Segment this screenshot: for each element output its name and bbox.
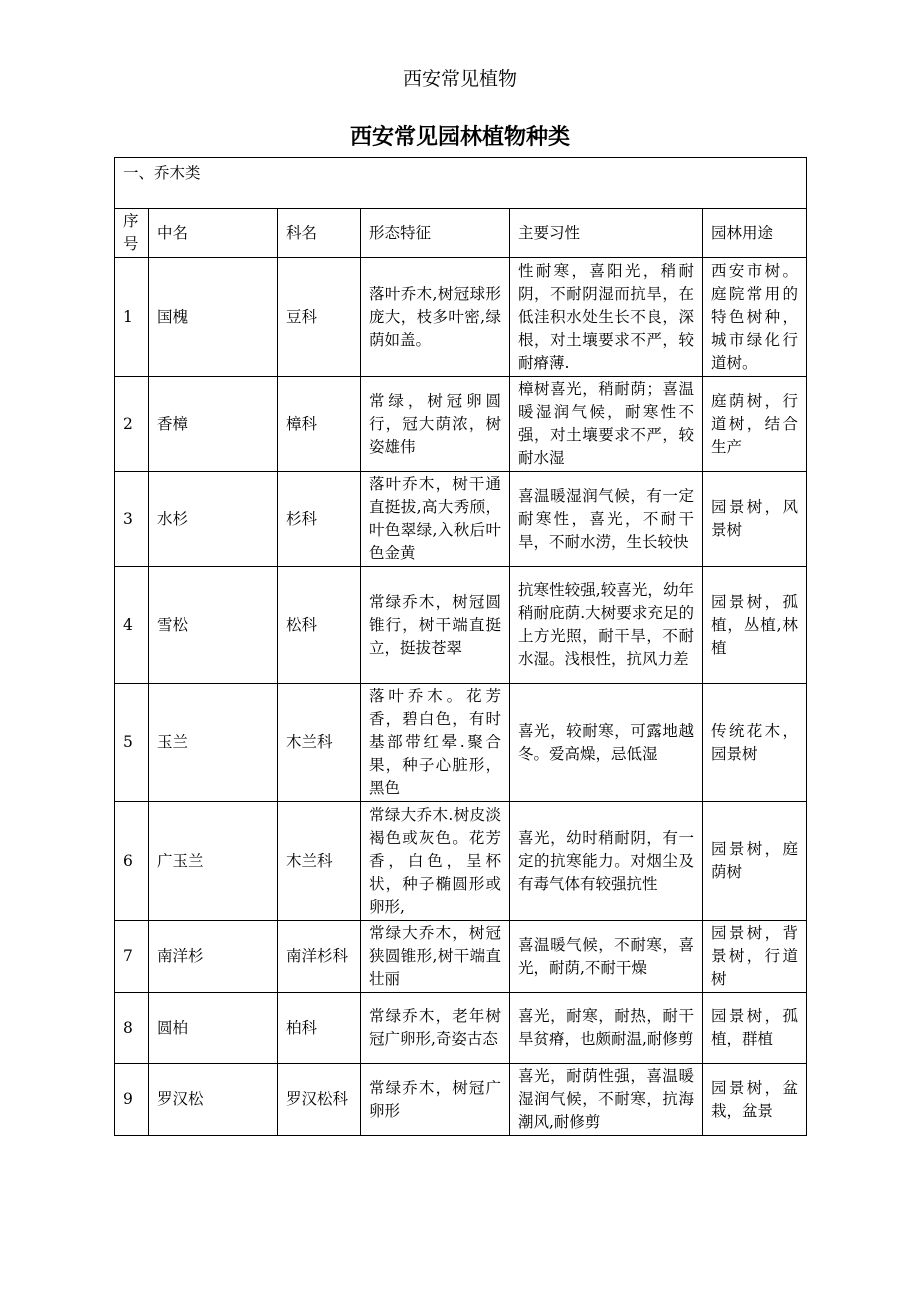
- cell-name: 水杉: [149, 472, 278, 567]
- cell-morphology: 常绿，树冠卵圆行，冠大荫浓，树姿雄伟: [361, 377, 510, 472]
- cell-family: 木兰科: [278, 802, 361, 921]
- plant-table: [114, 157, 807, 1136]
- cell-morphology: 落叶乔木，树干通直挺拔,高大秀颀，叶色翠绿,入秋后叶色金黄: [361, 472, 510, 567]
- column-header-morphology: 形态特征: [361, 209, 510, 258]
- page-header: 西安常见植物: [402, 68, 517, 90]
- cell-family: 杉科: [278, 472, 361, 567]
- cell-no: 5: [115, 684, 149, 802]
- cell-name: 玉兰: [149, 684, 278, 802]
- cell-morphology: 常绿大乔木，树冠狭圆锥形,树干端直壮丽: [361, 921, 510, 993]
- cell-habit: 喜光，幼时稍耐阴，有一定的抗寒能力。对烟尘及有毒气体有较强抗性: [510, 802, 703, 921]
- cell-habit: 喜光，耐荫性强，喜温暖湿润气候，不耐寒，抗海潮风,耐修剪: [510, 1064, 703, 1136]
- cell-family: 木兰科: [278, 684, 361, 802]
- column-header-no: 序号: [115, 209, 149, 258]
- cell-no: 1: [115, 258, 149, 377]
- cell-no: 9: [115, 1064, 149, 1136]
- cell-name: 国槐: [149, 258, 278, 377]
- table-row: [115, 1064, 807, 1136]
- table-row: [115, 258, 807, 377]
- header-row: [115, 209, 807, 258]
- cell-name: 圆柏: [149, 993, 278, 1064]
- cell-name: 广玉兰: [149, 802, 278, 921]
- cell-morphology: 落叶乔木。花芳香，碧白色，有时基部带红晕.聚合果，种子心脏形，黑色: [361, 684, 510, 802]
- cell-family: 樟科: [278, 377, 361, 472]
- cell-morphology: 常绿乔木，树冠圆锥行，树干端直挺立，挺拔苍翠: [361, 567, 510, 684]
- cell-family: 南洋杉科: [278, 921, 361, 993]
- cell-no: 6: [115, 802, 149, 921]
- table-row: [115, 567, 807, 684]
- cell-habit: 喜温暖湿润气候，有一定耐寒性，喜光，不耐干旱，不耐水涝，生长较快: [510, 472, 703, 567]
- cell-use: 园景树，盆栽，盆景: [703, 1064, 807, 1136]
- cell-habit: 喜温暖气候，不耐寒，喜光，耐荫,不耐干燥: [510, 921, 703, 993]
- cell-habit: 喜光，耐寒，耐热，耐干旱贫瘠，也颇耐温,耐修剪: [510, 993, 703, 1064]
- cell-use: 园景树，背景树，行道树: [703, 921, 807, 993]
- table-row: [115, 472, 807, 567]
- cell-morphology: 常绿乔木，老年树冠广卵形,奇姿古态: [361, 993, 510, 1064]
- cell-name: 南洋杉: [149, 921, 278, 993]
- cell-no: 2: [115, 377, 149, 472]
- cell-no: 8: [115, 993, 149, 1064]
- cell-family: 罗汉松科: [278, 1064, 361, 1136]
- cell-habit: 抗寒性较强,较喜光，幼年稍耐庇荫.大树要求充足的上方光照，耐干旱，不耐水湿。浅根性，抗风力差: [510, 567, 703, 684]
- table-row: [115, 993, 807, 1064]
- section-title: 一、乔木类: [115, 158, 807, 209]
- cell-habit: 性耐寒，喜阳光，稍耐阴，不耐阴湿而抗旱，在低洼积水处生长不良，深根，对土壤要求不严，较耐瘠薄.: [510, 258, 703, 377]
- cell-morphology: 常绿大乔木.树皮淡褐色或灰色。花芳香，白色，呈杯状，种子椭圆形或卵形,: [361, 802, 510, 921]
- section-row: [115, 158, 807, 209]
- table-row: [115, 684, 807, 802]
- table-row: [115, 802, 807, 921]
- column-header-habit: 主要习性: [510, 209, 703, 258]
- cell-family: 豆科: [278, 258, 361, 377]
- cell-no: 3: [115, 472, 149, 567]
- cell-use: 传统花木，园景树: [703, 684, 807, 802]
- cell-use: 园景树，孤植，群植: [703, 993, 807, 1064]
- cell-no: 7: [115, 921, 149, 993]
- column-header-name: 中名: [149, 209, 278, 258]
- cell-name: 雪松: [149, 567, 278, 684]
- table-row: [115, 377, 807, 472]
- table-row: [115, 921, 807, 993]
- cell-family: 柏科: [278, 993, 361, 1064]
- cell-use: 园景树，庭荫树: [703, 802, 807, 921]
- cell-use: 园景树，风景树: [703, 472, 807, 567]
- cell-use: 西安市树。庭院常用的特色树种，城市绿化行道树。: [703, 258, 807, 377]
- cell-habit: 樟树喜光，稍耐荫；喜温暖湿润气候，耐寒性不强，对土壤要求不严，较耐水湿: [510, 377, 703, 472]
- cell-morphology: 落叶乔木,树冠球形庞大，枝多叶密,绿荫如盖。: [361, 258, 510, 377]
- cell-use: 园景树，孤植，丛植,林植: [703, 567, 807, 684]
- column-header-use: 园林用途: [703, 209, 807, 258]
- cell-morphology: 常绿乔木，树冠广卵形: [361, 1064, 510, 1136]
- cell-no: 4: [115, 567, 149, 684]
- cell-habit: 喜光，较耐寒，可露地越冬。爱高燥，忌低湿: [510, 684, 703, 802]
- cell-use: 庭荫树，行道树，结合生产: [703, 377, 807, 472]
- document-title: 西安常见园林植物种类: [349, 124, 570, 150]
- cell-name: 罗汉松: [149, 1064, 278, 1136]
- cell-family: 松科: [278, 567, 361, 684]
- column-header-family: 科名: [278, 209, 361, 258]
- cell-name: 香樟: [149, 377, 278, 472]
